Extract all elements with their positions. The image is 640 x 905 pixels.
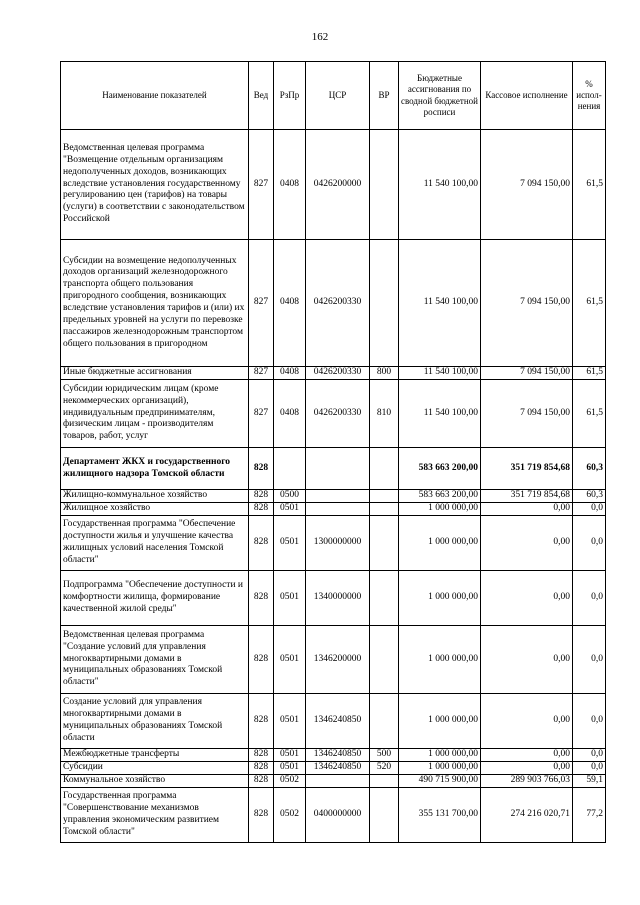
cell-ved: 828 [249, 626, 274, 694]
page-number: 162 [311, 31, 329, 43]
table-row [61, 694, 606, 749]
cell-ved: 828 [249, 775, 274, 788]
cell-pct: 0,0 [573, 516, 606, 571]
cell-pct: 0,0 [573, 503, 606, 516]
cell-name: Жилищное хозяйство [61, 503, 249, 516]
cell-csr: 1340000000 [306, 571, 370, 626]
cell-rzpr: 0501 [274, 749, 306, 762]
cell-cash: 0,00 [481, 516, 573, 571]
cell-name: Коммунальное хозяйство [61, 775, 249, 788]
cell-name: Ведомственная целевая программа "Возмещение отдельным организациям недополученных доходов, возникающих вследствие установления государственному регулированию цен (тарифов) на товары (услуги) в соответствии с законодательством Российской [61, 130, 249, 240]
cell-csr: 1346240850 [306, 694, 370, 749]
table-row [61, 240, 606, 367]
cell-csr: 0426200330 [306, 367, 370, 380]
cell-pct: 0,0 [573, 762, 606, 775]
cell-assign: 1 000 000,00 [399, 626, 481, 694]
cell-vr [370, 788, 399, 843]
cell-rzpr: 0502 [274, 775, 306, 788]
cell-csr: 1346240850 [306, 762, 370, 775]
cell-name: Создание условий для управления многоквартирными домами в муниципальных образованиях Томской области [61, 694, 249, 749]
cell-assign: 1 000 000,00 [399, 762, 481, 775]
cell-pct: 61,5 [573, 380, 606, 448]
cell-rzpr: 0501 [274, 626, 306, 694]
cell-name: Государственная программа "Обеспечение доступности жилья и улучшение качества жилищных условий населения Томской области" [61, 516, 249, 571]
cell-name: Подпрограмма "Обеспечение доступности и комфортности жилища, формирование качественной жилой среды" [61, 571, 249, 626]
cell-vr [370, 130, 399, 240]
cell-name: Субсидии на возмещение недополученных доходов организаций железнодорожного транспорта общего пользования пригородного сообщения, возникающих вследствие установления тарифов и (или) их предельных уровней на услуги по перевозке пассажиров железнодорожным транспортом общего пользования в пригородном [61, 240, 249, 367]
cell-name: Государственная программа "Совершенствование механизмов управления экономическим развитием Томской области" [61, 788, 249, 843]
cell-vr: 520 [370, 762, 399, 775]
cell-assign: 1 000 000,00 [399, 503, 481, 516]
cell-ved: 828 [249, 749, 274, 762]
cell-csr [306, 503, 370, 516]
table-row [61, 516, 606, 571]
cell-ved: 827 [249, 240, 274, 367]
cell-cash: 351 719 854,68 [481, 448, 573, 490]
cell-name: Ведомственная целевая программа "Создание условий для управления многоквартирными домами в муниципальных образованиях Томской области" [61, 626, 249, 694]
cell-csr [306, 490, 370, 503]
cell-name: Иные бюджетные ассигнования [61, 367, 249, 380]
cell-rzpr: 0501 [274, 694, 306, 749]
cell-vr [370, 240, 399, 367]
cell-vr [370, 516, 399, 571]
cell-rzpr: 0408 [274, 130, 306, 240]
cell-ved: 828 [249, 448, 274, 490]
cell-vr [370, 490, 399, 503]
cell-csr: 0426200330 [306, 240, 370, 367]
cell-name: Межбюджетные трансферты [61, 749, 249, 762]
cell-vr [370, 571, 399, 626]
cell-ved: 827 [249, 380, 274, 448]
table-row [61, 380, 606, 448]
cell-name: Субсидии [61, 762, 249, 775]
header-rzpr: РзПр [274, 62, 306, 130]
cell-cash: 0,00 [481, 571, 573, 626]
cell-cash: 7 094 150,00 [481, 240, 573, 367]
cell-ved: 828 [249, 694, 274, 749]
cell-pct: 60,3 [573, 448, 606, 490]
cell-pct: 77,2 [573, 788, 606, 843]
cell-ved: 828 [249, 571, 274, 626]
cell-rzpr: 0408 [274, 240, 306, 367]
cell-csr [306, 448, 370, 490]
header-row [61, 62, 606, 130]
table-row [61, 448, 606, 490]
cell-ved: 828 [249, 762, 274, 775]
cell-rzpr: 0501 [274, 503, 306, 516]
cell-assign: 1 000 000,00 [399, 694, 481, 749]
cell-pct: 0,0 [573, 694, 606, 749]
table-row [61, 490, 606, 503]
header-csr: ЦСР [306, 62, 370, 130]
table-row [61, 775, 606, 788]
table-row [61, 626, 606, 694]
cell-pct: 61,5 [573, 240, 606, 367]
cell-pct: 61,5 [573, 367, 606, 380]
cell-name: Жилищно-коммунальное хозяйство [61, 490, 249, 503]
cell-pct: 0,0 [573, 571, 606, 626]
cell-cash: 289 903 766,03 [481, 775, 573, 788]
cell-csr: 0400000000 [306, 788, 370, 843]
cell-csr [306, 775, 370, 788]
cell-assign: 490 715 900,00 [399, 775, 481, 788]
cell-vr [370, 626, 399, 694]
cell-csr: 1300000000 [306, 516, 370, 571]
cell-rzpr: 0501 [274, 762, 306, 775]
cell-pct: 61,5 [573, 130, 606, 240]
header-vr: ВР [370, 62, 399, 130]
cell-cash: 7 094 150,00 [481, 380, 573, 448]
cell-assign: 583 663 200,00 [399, 448, 481, 490]
cell-ved: 827 [249, 130, 274, 240]
cell-vr [370, 694, 399, 749]
cell-name: Субсидии юридическим лицам (кроме некоммерческих организаций), индивидуальным предпринимателям, физическим лицам - производителям товаров, работ, услуг [61, 380, 249, 448]
cell-vr: 800 [370, 367, 399, 380]
cell-vr [370, 503, 399, 516]
cell-cash: 274 216 020,71 [481, 788, 573, 843]
table-row [61, 749, 606, 762]
cell-assign: 1 000 000,00 [399, 571, 481, 626]
cell-rzpr: 0408 [274, 380, 306, 448]
cell-assign: 1 000 000,00 [399, 516, 481, 571]
cell-cash: 0,00 [481, 503, 573, 516]
cell-pct: 0,0 [573, 626, 606, 694]
cell-assign: 11 540 100,00 [399, 380, 481, 448]
cell-rzpr [274, 448, 306, 490]
cell-cash: 7 094 150,00 [481, 130, 573, 240]
cell-ved: 828 [249, 503, 274, 516]
header-percent: % испол-нения [573, 62, 606, 130]
cell-assign: 1 000 000,00 [399, 749, 481, 762]
cell-name: Департамент ЖКХ и государственного жилищного надзора Томской области [61, 448, 249, 490]
cell-cash: 0,00 [481, 694, 573, 749]
cell-ved: 828 [249, 516, 274, 571]
cell-ved: 828 [249, 490, 274, 503]
table-row [61, 503, 606, 516]
table-row [61, 130, 606, 240]
table-row [61, 788, 606, 843]
cell-csr: 1346240850 [306, 749, 370, 762]
table-row [61, 367, 606, 380]
cell-rzpr: 0408 [274, 367, 306, 380]
cell-csr: 1346200000 [306, 626, 370, 694]
cell-pct: 0,0 [573, 749, 606, 762]
cell-rzpr: 0501 [274, 516, 306, 571]
cell-cash: 0,00 [481, 762, 573, 775]
cell-pct: 59,1 [573, 775, 606, 788]
cell-rzpr: 0502 [274, 788, 306, 843]
cell-cash: 0,00 [481, 749, 573, 762]
cell-rzpr: 0500 [274, 490, 306, 503]
header-cash-execution: Кассовое исполнение [481, 62, 573, 130]
cell-cash: 0,00 [481, 626, 573, 694]
table-row [61, 571, 606, 626]
cell-cash: 7 094 150,00 [481, 367, 573, 380]
header-ved: Вед [249, 62, 274, 130]
cell-vr [370, 448, 399, 490]
cell-assign: 11 540 100,00 [399, 240, 481, 367]
table-row [61, 762, 606, 775]
budget-table [60, 61, 606, 843]
cell-cash: 351 719 854,68 [481, 490, 573, 503]
cell-assign: 355 131 700,00 [399, 788, 481, 843]
cell-vr: 810 [370, 380, 399, 448]
cell-vr [370, 775, 399, 788]
cell-assign: 583 663 200,00 [399, 490, 481, 503]
header-assignments: Бюджетные ассигнования по сводной бюджетной росписи [399, 62, 481, 130]
cell-vr: 500 [370, 749, 399, 762]
cell-assign: 11 540 100,00 [399, 367, 481, 380]
cell-ved: 828 [249, 788, 274, 843]
cell-ved: 827 [249, 367, 274, 380]
cell-pct: 60,3 [573, 490, 606, 503]
cell-csr: 0426200000 [306, 130, 370, 240]
cell-assign: 11 540 100,00 [399, 130, 481, 240]
cell-rzpr: 0501 [274, 571, 306, 626]
header-name: Наименование показателей [61, 62, 249, 130]
cell-csr: 0426200330 [306, 380, 370, 448]
